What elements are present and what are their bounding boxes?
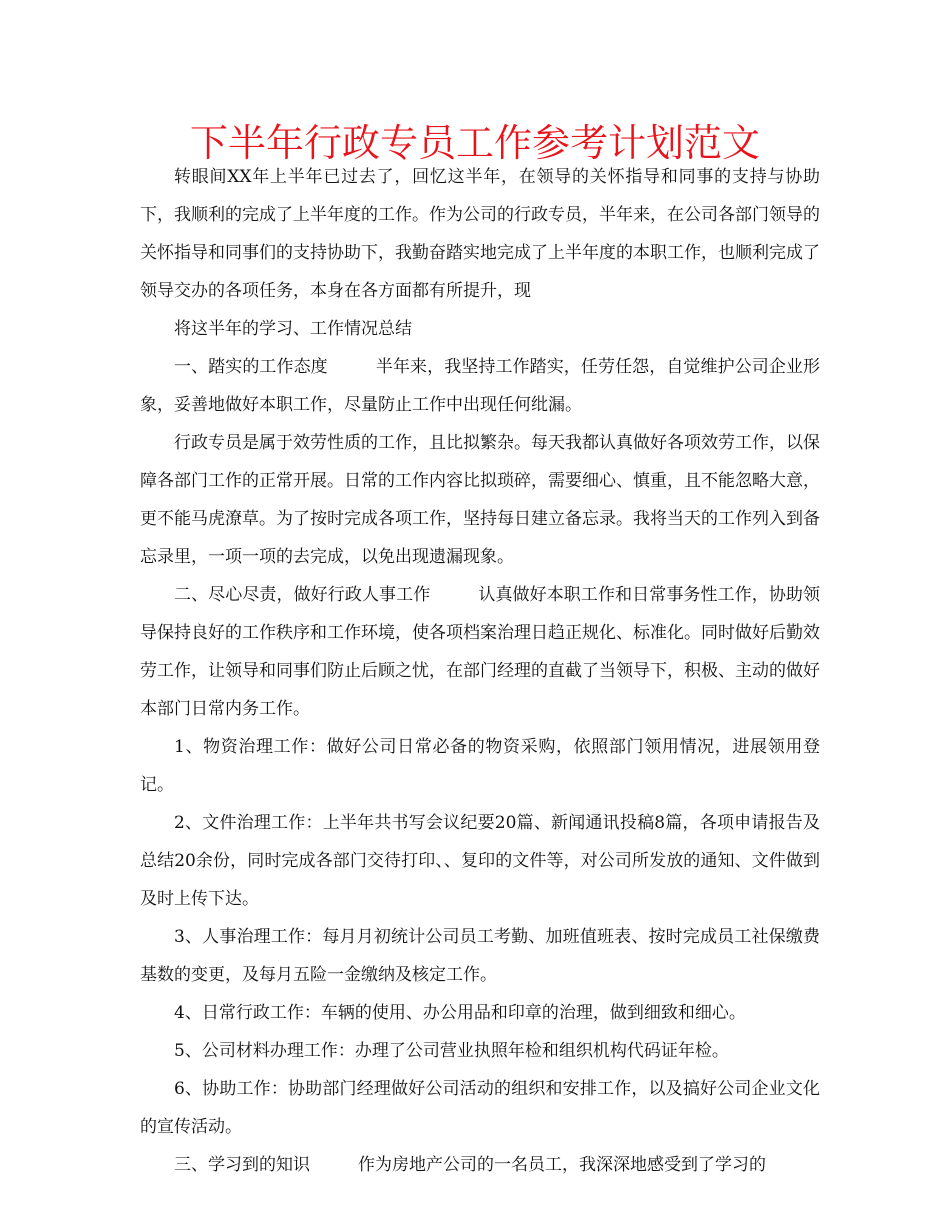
section-heading: 一、踏实的工作态度: [174, 357, 328, 377]
paragraph: [140, 918, 820, 994]
section-heading: 三、学习到的知识: [174, 1155, 310, 1175]
paragraph: [140, 348, 820, 424]
paragraph-text: 2、文件治理工作：上半年共书写会议纪要20篇、新闻通讯投稿8篇，各项申请报告及总结20余份，同时完成各部门交待打印、、复印的文件等，对公司所发放的通知、文件做到及时上传下达。: [140, 813, 820, 909]
paragraph: [140, 1070, 820, 1146]
paragraph: [140, 158, 820, 310]
paragraph-text: 将这半年的学习、工作情况总结: [174, 319, 412, 339]
paragraph-text: 半年来，我坚持工作踏实，任劳任怨，自觉维护公司企业形象，妥善地做好本职工作，尽量防止工作中出现任何纰漏。: [140, 357, 821, 415]
paragraph: [140, 728, 820, 804]
paragraph-text: 行政专员是属于效劳性质的工作，且比拟繁杂。每天我都认真做好各项效劳工作，以保障各部门工作的正常开展。日常的工作内容比拟琐碎，需要细心、慎重，且不能忽略大意，更不能马虎潦草。为了按时完成各项工作，坚持每日建立备忘录。我将当天的工作列入到备忘录里，一项一项的去完成，以免出现遗漏现象。: [140, 433, 820, 567]
paragraph-text: 作为房地产公司的一名员工，我深深地感受到了学习的: [358, 1155, 766, 1175]
paragraph-text: 认真做好本职工作和日常事务性工作，协助领导保持良好的工作秩序和工作环境，使各项档案治理日趋正规化、标准化。同时做好后勤效劳工作，让领导和同事们防止后顾之忧，在部门经理的直截了当领导下，积极、主动的做好本部门日常内务工作。: [140, 585, 821, 719]
section-heading: 二、尽心尽责，做好行政人事工作: [174, 585, 431, 605]
paragraph-text: 转眼间XX年上半年已过去了，回忆这半年，在领导的关怀指导和同事的支持与协助下，我顺利的完成了上半年度的工作。作为公司的行政专员，半年来，在公司各部门领导的关怀指导和同事们的支持协助下，我勤奋踏实地完成了上半年度的本职工作，也顺利完成了领导交办的各项任务，本身在各方面都有所提升，现: [140, 167, 820, 301]
paragraph: [140, 310, 820, 348]
paragraph-text: 1、物资治理工作：做好公司日常必备的物资采购，依照部门领用情况，进展领用登记。: [140, 737, 820, 795]
paragraph: [140, 1146, 820, 1184]
paragraph: [140, 424, 820, 576]
paragraph: [140, 1032, 820, 1070]
paragraph: [140, 994, 820, 1032]
paragraph: [140, 576, 820, 728]
paragraph-text: 4、日常行政工作：车辆的使用、办公用品和印章的治理，做到细致和细心。: [174, 1003, 746, 1023]
paragraph-text: 3、人事治理工作：每月月初统计公司员工考勤、加班值班表、按时完成员工社保缴费基数的变更，及每月五险一金缴纳及核定工作。: [140, 927, 820, 985]
paragraph: [140, 804, 820, 918]
document-title: 下半年行政专员工作参考计划范文: [189, 121, 760, 165]
paragraph-text: 5、公司材料办理工作：办理了公司营业执照年检和组织机构代码证年检。: [174, 1041, 729, 1061]
paragraph-text: 6、协助工作：协助部门经理做好公司活动的组织和安排工作，以及搞好公司企业文化的宣传活动。: [140, 1079, 820, 1137]
document-body: [140, 158, 820, 1184]
